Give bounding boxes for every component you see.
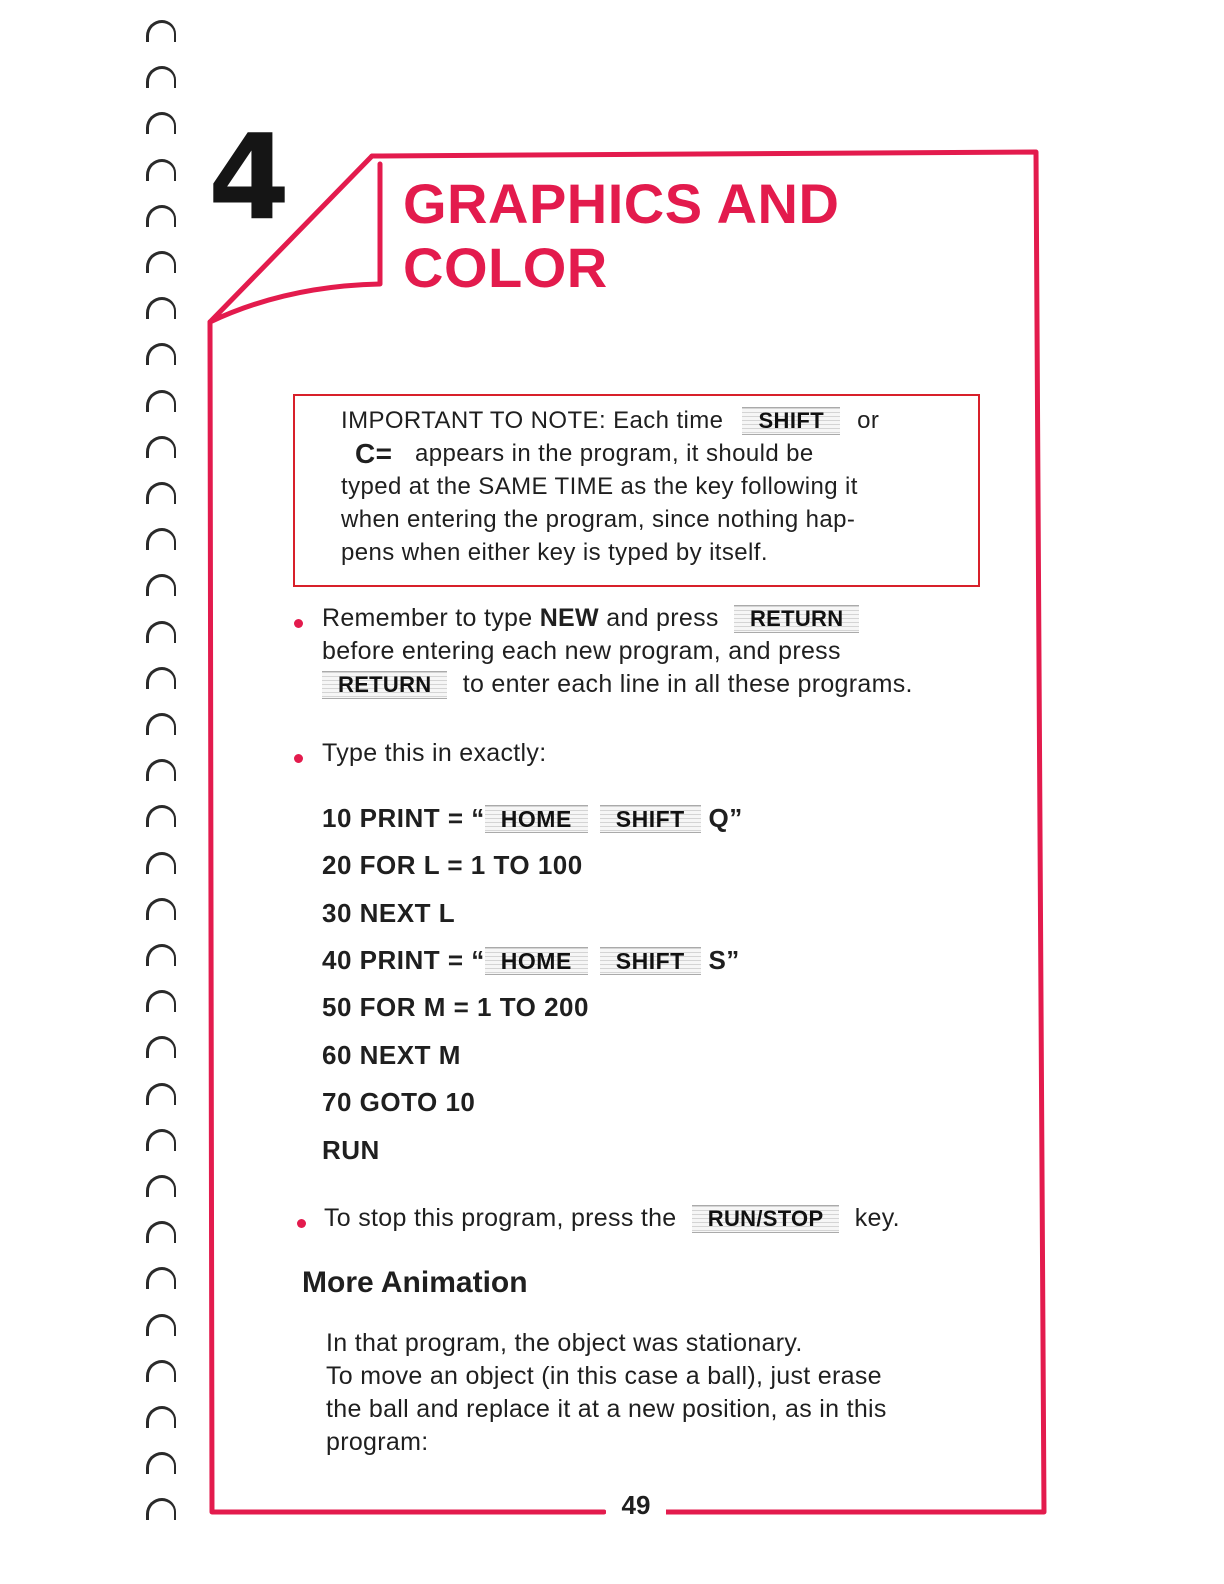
code-line-50: 50 FOR M = 1 TO 200 — [322, 992, 589, 1022]
code-line-10 — [322, 803, 743, 833]
note-line-1-text: IMPORTANT TO NOTE: Each time — [341, 407, 724, 434]
bullet1-text-b: and press — [606, 604, 719, 632]
code-line-40 — [322, 945, 740, 975]
bullet-dot — [294, 619, 303, 628]
bullet1-line1 — [322, 602, 982, 635]
run-stop-key: RUN/STOP — [692, 1205, 840, 1233]
bullet-remember-new — [322, 602, 982, 701]
bullet3-text-a: To stop this program, press the — [324, 1204, 677, 1232]
bullet1-text-a: Remember to type — [322, 604, 533, 632]
return-key: RETURN — [734, 605, 859, 633]
return-key: RETURN — [322, 671, 447, 699]
section-body — [326, 1327, 966, 1459]
page-number: 49 — [606, 1490, 666, 1521]
section-line-2: To move an object (in this case a ball), just erase — [326, 1362, 882, 1390]
code-line-10-suffix: Q” — [708, 803, 743, 833]
code-line-30: 30 NEXT L — [322, 898, 456, 928]
bullet1-line3-end: to enter each line in all these programs. — [462, 670, 913, 698]
bullet1-line3 — [322, 668, 982, 701]
note-line-1 — [341, 404, 941, 437]
bullet-dot — [294, 754, 303, 763]
code-line-60: 60 NEXT M — [322, 1040, 461, 1070]
shift-key: SHIFT — [600, 947, 701, 975]
shift-key: SHIFT — [742, 407, 840, 435]
note-line-2-text: appears in the program, it should be — [415, 440, 814, 467]
home-key: HOME — [485, 805, 588, 833]
home-key: HOME — [485, 947, 588, 975]
bullet1-line2: before entering each new program, and press — [322, 637, 841, 665]
code-line-10-prefix: 10 PRINT = “ — [322, 803, 485, 833]
chapter-title — [403, 172, 839, 300]
note-line-4: when entering the program, since nothing hap- — [341, 506, 856, 533]
note-line-1-end: or — [857, 407, 880, 434]
code-line-40-suffix: S” — [708, 945, 740, 975]
new-command: NEW — [539, 604, 599, 632]
bullet3-text-b: key. — [854, 1204, 900, 1232]
bullet-dot — [297, 1219, 306, 1228]
section-line-4: program: — [326, 1428, 429, 1456]
chapter-title-line2: COLOR — [403, 236, 608, 299]
commodore-key-icon: C= — [355, 438, 393, 469]
shift-key: SHIFT — [600, 805, 701, 833]
note-line-2 — [341, 437, 941, 470]
code-line-70: 70 GOTO 10 — [322, 1087, 476, 1117]
important-note-text — [341, 404, 941, 569]
chapter-title-line1: GRAPHICS AND — [403, 172, 840, 235]
note-line-5: pens when either key is typed by itself. — [341, 539, 768, 566]
chapter-number: 4 — [208, 108, 291, 246]
code-run: RUN — [322, 1135, 380, 1165]
bullet-type-exactly: Type this in exactly: — [322, 739, 547, 767]
section-heading-more-animation: More Animation — [302, 1266, 528, 1299]
section-line-3: the ball and replace it at a new position, as in this — [326, 1395, 887, 1423]
code-line-40-prefix: 40 PRINT = “ — [322, 945, 485, 975]
note-line-3: typed at the SAME TIME as the key following it — [341, 473, 858, 500]
bullet-stop-program — [324, 1202, 900, 1235]
code-line-20: 20 FOR L = 1 TO 100 — [322, 850, 583, 880]
section-line-1: In that program, the object was stationary. — [326, 1329, 803, 1357]
important-note-box — [293, 394, 980, 587]
